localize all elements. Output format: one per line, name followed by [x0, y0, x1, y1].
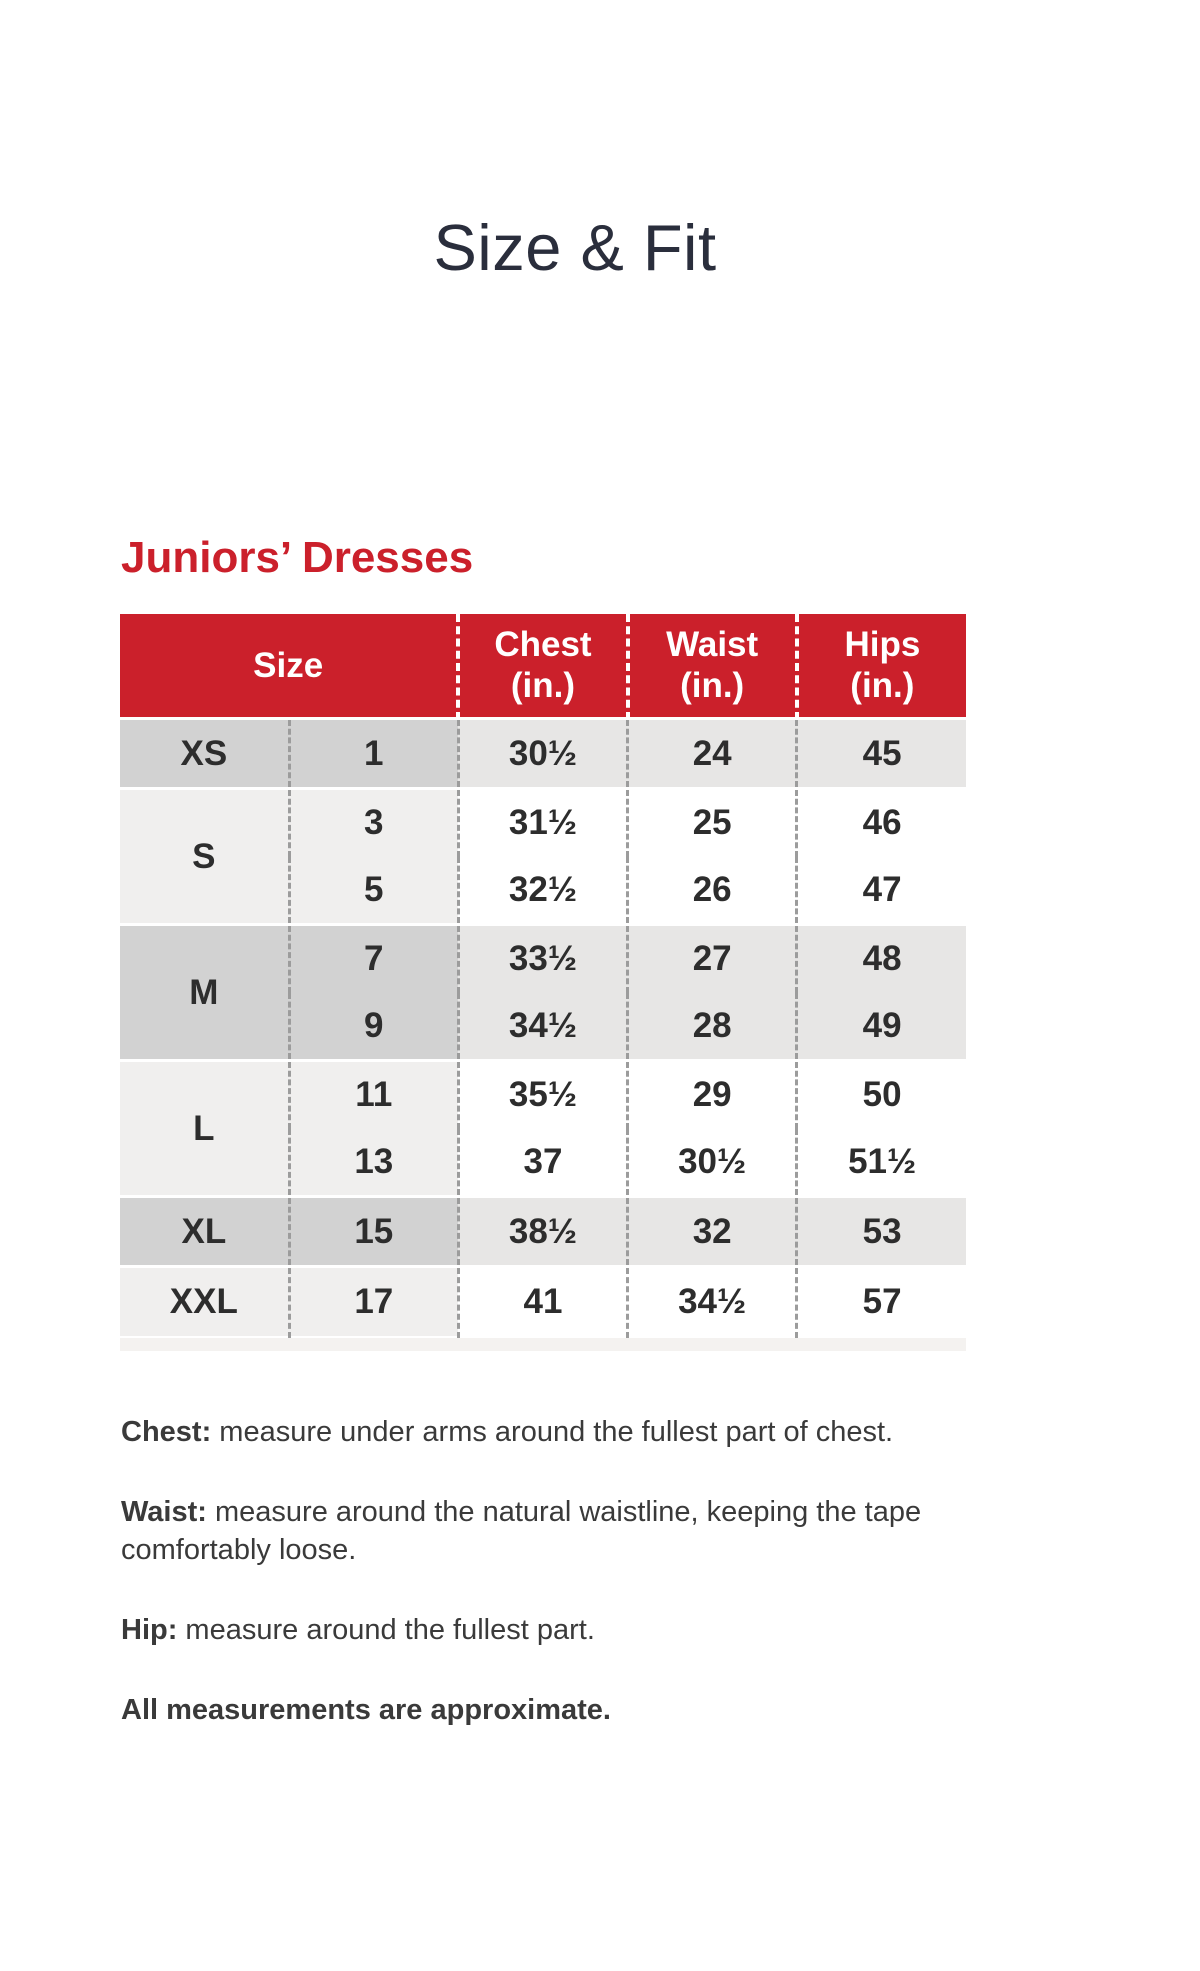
waist-cell: 24 — [628, 719, 797, 789]
hips-cell: 50 — [797, 1061, 966, 1129]
section-heading: Juniors’ Dresses — [121, 532, 474, 582]
size-chart-footer — [120, 1337, 966, 1351]
waist-cell: 28 — [628, 993, 797, 1061]
chest-cell: 35½ — [458, 1061, 627, 1129]
column-header-chest-label: Chest — [494, 625, 592, 665]
page-title: Size & Fit — [433, 211, 717, 284]
column-header-chest-unit: (in.) — [510, 666, 576, 706]
note-paragraph — [121, 1611, 1013, 1649]
chest-cell: 37 — [458, 1129, 627, 1197]
note-label: Waist: — [121, 1495, 207, 1528]
waist-cell: 29 — [628, 1061, 797, 1129]
size-number-cell: 1 — [289, 719, 458, 789]
waist-cell: 25 — [628, 789, 797, 857]
waist-cell: 30½ — [628, 1129, 797, 1197]
size-number-cell: 17 — [289, 1267, 458, 1337]
size-number-cell: 3 — [289, 789, 458, 857]
column-header-size-label: Size — [253, 645, 324, 685]
chest-cell: 31½ — [458, 789, 627, 857]
size-number-cell: 9 — [289, 993, 458, 1061]
size-chart-table — [120, 614, 966, 1351]
column-header-waist-label: Waist — [666, 625, 759, 665]
waist-cell: 26 — [628, 857, 797, 925]
size-label-cell: XXL — [120, 1267, 289, 1337]
note-text: measure around the fullest part. — [177, 1613, 595, 1646]
hips-cell: 46 — [797, 789, 966, 857]
chest-cell: 33½ — [458, 925, 627, 993]
table-row-xl — [120, 1197, 966, 1267]
hips-cell: 45 — [797, 719, 966, 789]
size-chart-header — [120, 614, 966, 719]
note-text: measure around the natural waistline, keeping the tape comfortably loose. — [121, 1495, 922, 1566]
table-row-xxl — [120, 1267, 966, 1337]
table-footer-strip — [120, 1337, 966, 1351]
size-number-cell: 5 — [289, 857, 458, 925]
title-wrap — [0, 0, 1150, 284]
size-label-cell: L — [120, 1061, 289, 1197]
table-footer-strip-cell — [120, 1337, 966, 1351]
size-label-cell: XS — [120, 719, 289, 789]
column-header-hips-unit: (in.) — [850, 666, 915, 706]
waist-cell: 34½ — [628, 1267, 797, 1337]
column-header-size — [120, 614, 458, 719]
waist-cell: 32 — [628, 1197, 797, 1267]
hips-cell: 53 — [797, 1197, 966, 1267]
size-label-cell: S — [120, 789, 289, 925]
size-number-cell: 11 — [289, 1061, 458, 1129]
column-header-hips — [797, 614, 966, 719]
waist-cell: 27 — [628, 925, 797, 993]
note-label: Hip: — [121, 1613, 178, 1646]
column-header-chest — [458, 614, 627, 719]
table-row-m-7 — [120, 925, 966, 993]
hips-cell: 51½ — [797, 1129, 966, 1197]
column-header-waist-unit: (in.) — [680, 666, 745, 706]
size-number-cell: 13 — [289, 1129, 458, 1197]
hips-cell: 47 — [797, 857, 966, 925]
header-row — [120, 614, 966, 719]
column-header-waist — [628, 614, 797, 719]
note-paragraph — [121, 1493, 1013, 1569]
size-chart-body — [120, 719, 966, 1337]
column-header-hips-label: Hips — [844, 625, 921, 665]
note-label: Chest: — [121, 1415, 212, 1448]
hips-cell: 49 — [797, 993, 966, 1061]
note-paragraph — [121, 1691, 1013, 1729]
measurement-notes — [121, 1413, 1013, 1729]
hips-cell: 57 — [797, 1267, 966, 1337]
size-number-cell: 7 — [289, 925, 458, 993]
table-row-xs — [120, 719, 966, 789]
chest-cell: 34½ — [458, 993, 627, 1061]
table-row-s-3 — [120, 789, 966, 857]
note-text: measure under arms around the fullest part of chest. — [211, 1415, 894, 1448]
chest-cell: 30½ — [458, 719, 627, 789]
chest-cell: 32½ — [458, 857, 627, 925]
size-label-cell: XL — [120, 1197, 289, 1267]
note-paragraph — [121, 1413, 1013, 1451]
size-number-cell: 15 — [289, 1197, 458, 1267]
table-row-l-11 — [120, 1061, 966, 1129]
hips-cell: 48 — [797, 925, 966, 993]
size-label-cell: M — [120, 925, 289, 1061]
chest-cell: 41 — [458, 1267, 627, 1337]
chest-cell: 38½ — [458, 1197, 627, 1267]
note-text-bold: All measurements are approximate. — [121, 1693, 611, 1726]
